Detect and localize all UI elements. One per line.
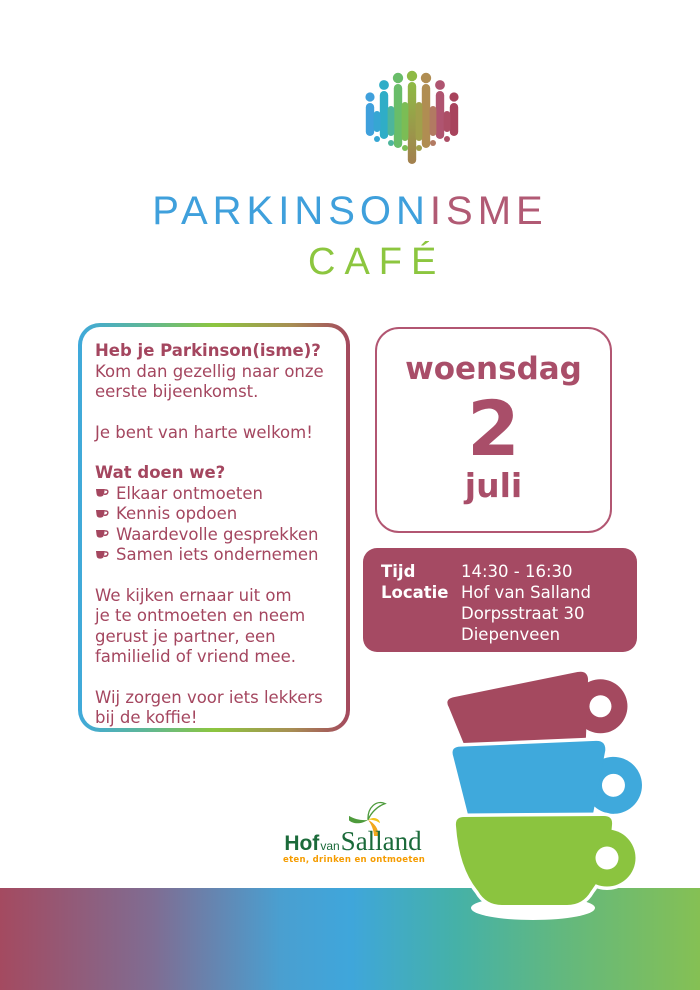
date-weekday: woensdag <box>405 351 582 387</box>
details-labels <box>381 561 461 652</box>
coffee-cup-bullet-icon <box>95 550 109 561</box>
coffee-cup-bullet-icon <box>95 488 109 499</box>
date-day: 2 <box>467 384 520 473</box>
activity-item <box>95 525 336 546</box>
info-outro-line: gerust je partner, een <box>95 626 276 646</box>
info-outro-line: familielid of vriend mee. <box>95 647 297 666</box>
venue-name-van: van <box>320 839 340 853</box>
stacked-coffee-cups-illustration <box>430 658 670 928</box>
title-part-isme: ISME <box>429 189 548 233</box>
activity-item <box>95 484 336 505</box>
info-box-content <box>82 327 346 728</box>
poster-title <box>0 190 700 232</box>
info-closing-line: bij de koffie! <box>95 708 198 727</box>
venue-logo <box>283 798 426 876</box>
venue-name-hof: Hof <box>284 832 320 855</box>
date-month: juli <box>464 466 523 505</box>
title-cafe: CAFÉ <box>308 241 446 283</box>
title-part-parkinson: PARKINSON <box>152 189 430 233</box>
info-closing-line: Wij zorgen voor iets lekkers <box>95 687 323 707</box>
info-box <box>78 323 350 732</box>
details-value-street: Dorpsstraat 30 <box>461 604 585 623</box>
info-welcome-line: Je bent van harte welkom! <box>95 422 313 442</box>
activity-item <box>95 545 336 566</box>
info-outro-line: je te ontmoeten en neem <box>95 606 306 625</box>
venue-name <box>283 826 423 857</box>
activity-label: Waardevolle gesprekken <box>116 524 319 544</box>
venue-name-salland: Salland <box>340 826 422 856</box>
details-value-city: Diepenveen <box>461 625 561 644</box>
details-values <box>461 561 629 652</box>
activity-item <box>95 504 336 525</box>
info-intro-line: Kom dan gezellig naar onze <box>95 361 324 381</box>
activity-label: Kennis opdoen <box>116 504 238 523</box>
date-box <box>375 327 612 533</box>
details-value-venue: Hof van Salland <box>461 583 591 602</box>
info-heading: Heb je Parkinson(isme)? <box>95 341 321 360</box>
info-outro-line: We kijken ernaar uit om <box>95 585 292 605</box>
details-label-locatie: Locatie <box>381 583 449 602</box>
info-activities-heading: Wat doen we? <box>95 463 226 482</box>
coffee-cup-bullet-icon <box>95 509 109 520</box>
info-intro-line: eerste bijeenkomst. <box>95 382 259 401</box>
activity-label: Samen iets ondernemen <box>116 545 319 564</box>
details-label-tijd: Tijd <box>381 562 416 581</box>
coffee-cup-bullet-icon <box>95 529 109 540</box>
details-value-time: 14:30 - 16:30 <box>461 562 573 581</box>
people-brain-logo-icon <box>360 64 460 176</box>
details-box <box>363 548 637 652</box>
activity-label: Elkaar ontmoeten <box>116 483 263 503</box>
venue-tagline: eten, drinken en ontmoeten <box>283 855 426 865</box>
